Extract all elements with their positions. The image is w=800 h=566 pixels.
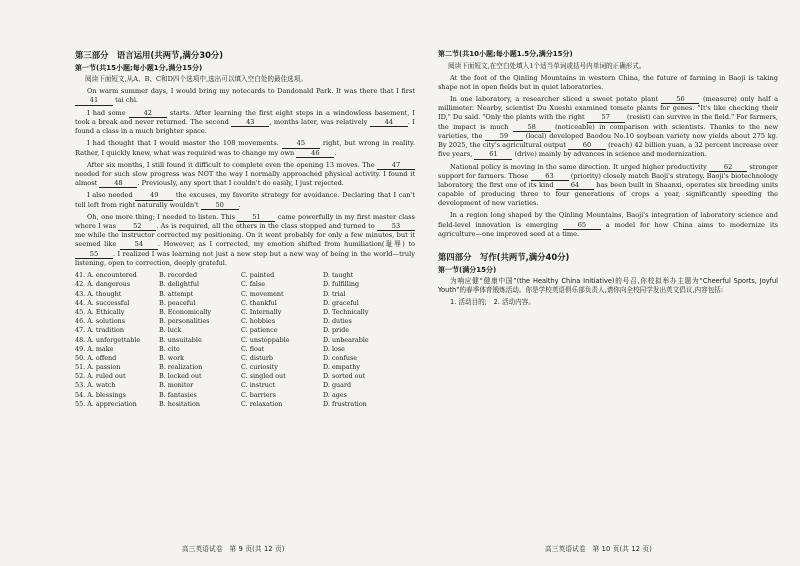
option-choice: C. unstoppable bbox=[241, 335, 290, 344]
option-choice: B. peaceful bbox=[159, 298, 196, 307]
section-one-title: 第一节(共15小题;每小题1分,满分15分) bbox=[75, 63, 203, 72]
option-choice: D. trial bbox=[323, 289, 346, 298]
cloze-options bbox=[75, 271, 415, 409]
section-one-instruction: 阅读下面短文,从A、B、C和D四个选项中,选出可以填入空白处的最佳选项。 bbox=[85, 75, 307, 84]
option-choice: C. painted bbox=[241, 271, 275, 280]
option-row bbox=[75, 299, 415, 308]
option-row bbox=[75, 381, 415, 390]
option-choice: 51. A. passion bbox=[75, 363, 121, 372]
option-choice: D. guard bbox=[323, 381, 352, 390]
option-choice: 54. A. blessings bbox=[75, 390, 126, 399]
option-choice: C. patience bbox=[241, 326, 278, 335]
option-choice: 48. A. unforgettable bbox=[75, 335, 141, 344]
page-10 bbox=[438, 50, 778, 550]
option-choice: C. disturb bbox=[241, 353, 273, 362]
option-choice: D. lose bbox=[323, 344, 345, 353]
paragraph: After six months, I still found it difficult to complete even the opening 13 moves. The 47 needed for such slow progress was NOT the way I normally approached physical activity. I found it almost 48 . Previously, any sport that I couldn't do easily, I just rejected. bbox=[75, 160, 415, 188]
option-choice: D. confuse bbox=[323, 353, 358, 362]
option-choice: B. locked out bbox=[159, 372, 202, 381]
option-choice: D. duties bbox=[323, 317, 352, 326]
cloze-passage bbox=[75, 87, 415, 268]
option-choice: B. personalities bbox=[159, 317, 210, 326]
option-choice: C. curiosity bbox=[241, 363, 278, 372]
option-choice: C. relaxation bbox=[241, 399, 283, 408]
blank-52: 52 bbox=[118, 223, 156, 231]
option-row bbox=[75, 354, 415, 363]
option-choice: 55. A. appreciation bbox=[75, 399, 137, 408]
option-choice: B. attempt bbox=[159, 289, 194, 298]
blank-43: 43 bbox=[231, 119, 269, 127]
page-10-footer: 高三英语试卷 第 10 页(共 12 页) bbox=[545, 545, 653, 553]
option-choice: D. ages bbox=[323, 390, 347, 399]
option-choice: D. fulfilling bbox=[323, 280, 360, 289]
section-two-title: 第二节(共10小题;每小题1.5分,满分15分) bbox=[438, 50, 573, 58]
option-choice: C. Internally bbox=[241, 307, 282, 316]
option-choice: 47. A. tradition bbox=[75, 326, 125, 335]
option-row bbox=[75, 400, 415, 409]
option-choice: B. delightful bbox=[159, 280, 200, 289]
blank-47: 47 bbox=[377, 162, 415, 170]
blank-57: 57 bbox=[587, 114, 625, 122]
option-choice: B. monitor bbox=[159, 381, 194, 390]
paragraph: I had thought that I would master the 108 movements. 45 right, but wrong in reality. Rather, I quickly knew, what was required was to change my own 46 . bbox=[75, 139, 415, 157]
blank-54: 54 bbox=[120, 241, 158, 249]
page-9-footer: 高三英语试卷 第 9 页(共 12 页) bbox=[182, 545, 285, 553]
option-row bbox=[75, 289, 415, 298]
paragraph: In one laboratory, a researcher sliced a sweet potato plant 56 (measure) only half a millimeter. Nearby, scientist Du Xueshi examined tomato plants for genes. "It's like checking their ID," Du said. "Only the plants with the right 57 (resist) can survive in the field." For farmers, the impact is much 58 (noticeable) in comparison with scientists. Thanks to the new varieties, the 59 (local) developed Baodou No.10 soybean variety now yields about 275 kg. By 2025, the city's agricultural output 60 (reach) 42 billion yuan, a 32 percent increase over five years, 61 (drive) mainly by advances in science and modernization. bbox=[438, 94, 779, 159]
option-choice: C. thankful bbox=[241, 298, 277, 307]
option-choice: 41. A. encountered bbox=[75, 271, 137, 280]
option-choice: C. instruct bbox=[241, 381, 276, 390]
option-choice: D. empathy bbox=[323, 363, 360, 372]
blank-62: 62 bbox=[709, 164, 747, 172]
paragraph: In a region long shaped by the Qinling Mountains, Baoji's integration of laboratory science and field-level innovation is emerging 65 a model for how China aims to modernize its agriculture—one improved seed at a time. bbox=[438, 211, 778, 238]
option-choice: C. false bbox=[241, 280, 266, 289]
writing-prompt: 为响应健“健康中国”(the Healthy China Initiative)的号召,你校拟举办主题为“Cheerful Sports, Joyful Youth”的春季体育锻炼活动。你是学校英语俱乐部负责人,请你向全校同学发出英文倡议,内容包括: bbox=[438, 277, 778, 295]
paragraph: I had some 42 starts. After learning the first eight steps in a windowless basement, I took a break and never returned. The second 43 , months later, was relatively 44 . I found a class in a much brighter space. bbox=[75, 108, 416, 136]
blank-42: 42 bbox=[129, 110, 167, 118]
blank-48: 48 bbox=[99, 180, 137, 188]
option-choice: B. fantasies bbox=[159, 390, 197, 399]
option-choice: B. recorded bbox=[159, 271, 198, 280]
blank-58: 58 bbox=[513, 124, 551, 132]
paragraph: On warm summer days, I would bring my notecards to Dandonald Park. It was there that I first 41 tai chi. bbox=[75, 87, 415, 105]
option-row bbox=[75, 391, 415, 400]
option-choice: C. singled out bbox=[241, 372, 286, 381]
option-choice: 46. A. solutions bbox=[75, 317, 126, 326]
option-choice: C. float bbox=[241, 344, 265, 353]
paragraph: Oh, one more thing; I needed to listen. This 51 came powerfully in my first master class where I was 52 . As is required, all the others in the class stopped and turned to 53 me while the instructor corrected my positioning. On it went probably for only a few minutes, but it seemed like 54 . However, as I corrected, my emotion shifted from humiliation(耻辱) to 55 . I realized I was learning not just a new step but a new way of being in the world—truly listening, open to correction, deeply grateful. bbox=[75, 212, 415, 267]
option-choice: C. movement bbox=[241, 289, 284, 298]
option-row bbox=[75, 317, 415, 326]
option-choice: 49. A. make bbox=[75, 344, 114, 353]
option-choice: B. Economically bbox=[159, 307, 212, 316]
blank-60: 60 bbox=[568, 142, 606, 150]
option-choice: C. hobbies bbox=[241, 317, 275, 326]
option-choice: 52. A. ruled out bbox=[75, 372, 126, 381]
option-row bbox=[75, 280, 415, 289]
section-two-instruction: 阅读下面短文,在空白处填入1个适当单词或括号内单词的正确形式。 bbox=[448, 61, 646, 70]
option-choice: 43. A. thought bbox=[75, 289, 122, 298]
option-row bbox=[75, 345, 415, 354]
blank-65: 65 bbox=[563, 222, 601, 230]
option-choice: D. taught bbox=[323, 271, 354, 280]
option-row bbox=[75, 335, 415, 344]
part-four-section-title: 第一节(满分15分) bbox=[438, 265, 497, 274]
option-row bbox=[75, 326, 415, 335]
option-choice: D. graceful bbox=[323, 298, 359, 307]
grammar-fill-passage bbox=[438, 74, 778, 239]
option-row bbox=[75, 271, 415, 280]
option-choice: D. unbearable bbox=[323, 335, 369, 344]
option-choice: 53. A. watch bbox=[75, 381, 116, 390]
option-row bbox=[75, 308, 415, 317]
blank-59: 59 bbox=[485, 133, 523, 141]
blank-41: 41 bbox=[75, 97, 113, 105]
blank-51: 51 bbox=[237, 214, 275, 222]
option-choice: B. work bbox=[159, 353, 185, 362]
paragraph: I also needed 49 the excuses, my favorite strategy for avoidance. Declaring that I can't tell left from right naturally wouldn't 50 . bbox=[75, 191, 415, 209]
blank-53: 53 bbox=[377, 223, 415, 231]
option-choice: D. sorted out bbox=[323, 372, 366, 381]
option-choice: 50. A. offend bbox=[75, 353, 117, 362]
blank-63: 63 bbox=[531, 173, 569, 181]
writing-points: 1. 活动目的; 2. 活动内容。 bbox=[450, 298, 535, 307]
blank-49: 49 bbox=[135, 192, 173, 200]
option-choice: D. frustration bbox=[323, 399, 367, 408]
paragraph: National policy is moving in the same direction. It urged higher productivity 62 stronger support for farmers. Those 63 (priority) closely match Baoji's strategy. Baoji's biotechnology laboratory, the first one of its kind 64 has been built in Shaanxi, operates six breeding units capable of producing three to four generations of crops a year, significantly speeding the development of new varieties. bbox=[438, 162, 779, 208]
option-choice: 42. A. dangerous bbox=[75, 280, 131, 289]
blank-50: 50 bbox=[201, 202, 239, 210]
blank-44: 44 bbox=[370, 119, 408, 127]
blank-56: 56 bbox=[661, 96, 699, 104]
option-choice: 45. A. Ethically bbox=[75, 307, 125, 316]
option-row bbox=[75, 363, 415, 372]
part-three-title: 第三部分 语言运用(共两节,满分30分) bbox=[75, 50, 224, 60]
option-choice: B. luck bbox=[159, 326, 182, 335]
option-choice: C. barriers bbox=[241, 390, 276, 399]
page-9 bbox=[75, 50, 415, 550]
blank-46: 46 bbox=[296, 150, 334, 158]
paragraph: At the foot of the Qinling Mountains in western China, the future of farming in Baoji is taking shape not in open fields but in quiet laboratories. bbox=[438, 73, 778, 91]
option-choice: B. realization bbox=[159, 363, 203, 372]
part-four-title: 第四部分 写作(共两节,满分40分) bbox=[438, 251, 570, 262]
blank-64: 64 bbox=[556, 182, 594, 190]
blank-61: 61 bbox=[474, 151, 512, 159]
option-choice: B. unsuitable bbox=[159, 335, 202, 344]
blank-55: 55 bbox=[75, 251, 113, 259]
option-choice: B. cite bbox=[159, 344, 180, 353]
option-choice: D. Technically bbox=[323, 307, 369, 316]
blank-45: 45 bbox=[282, 140, 320, 148]
option-choice: D. pride bbox=[323, 326, 350, 335]
option-choice: B. hesitation bbox=[159, 399, 200, 408]
option-row bbox=[75, 372, 415, 381]
option-choice: 44. A. successful bbox=[75, 298, 130, 307]
